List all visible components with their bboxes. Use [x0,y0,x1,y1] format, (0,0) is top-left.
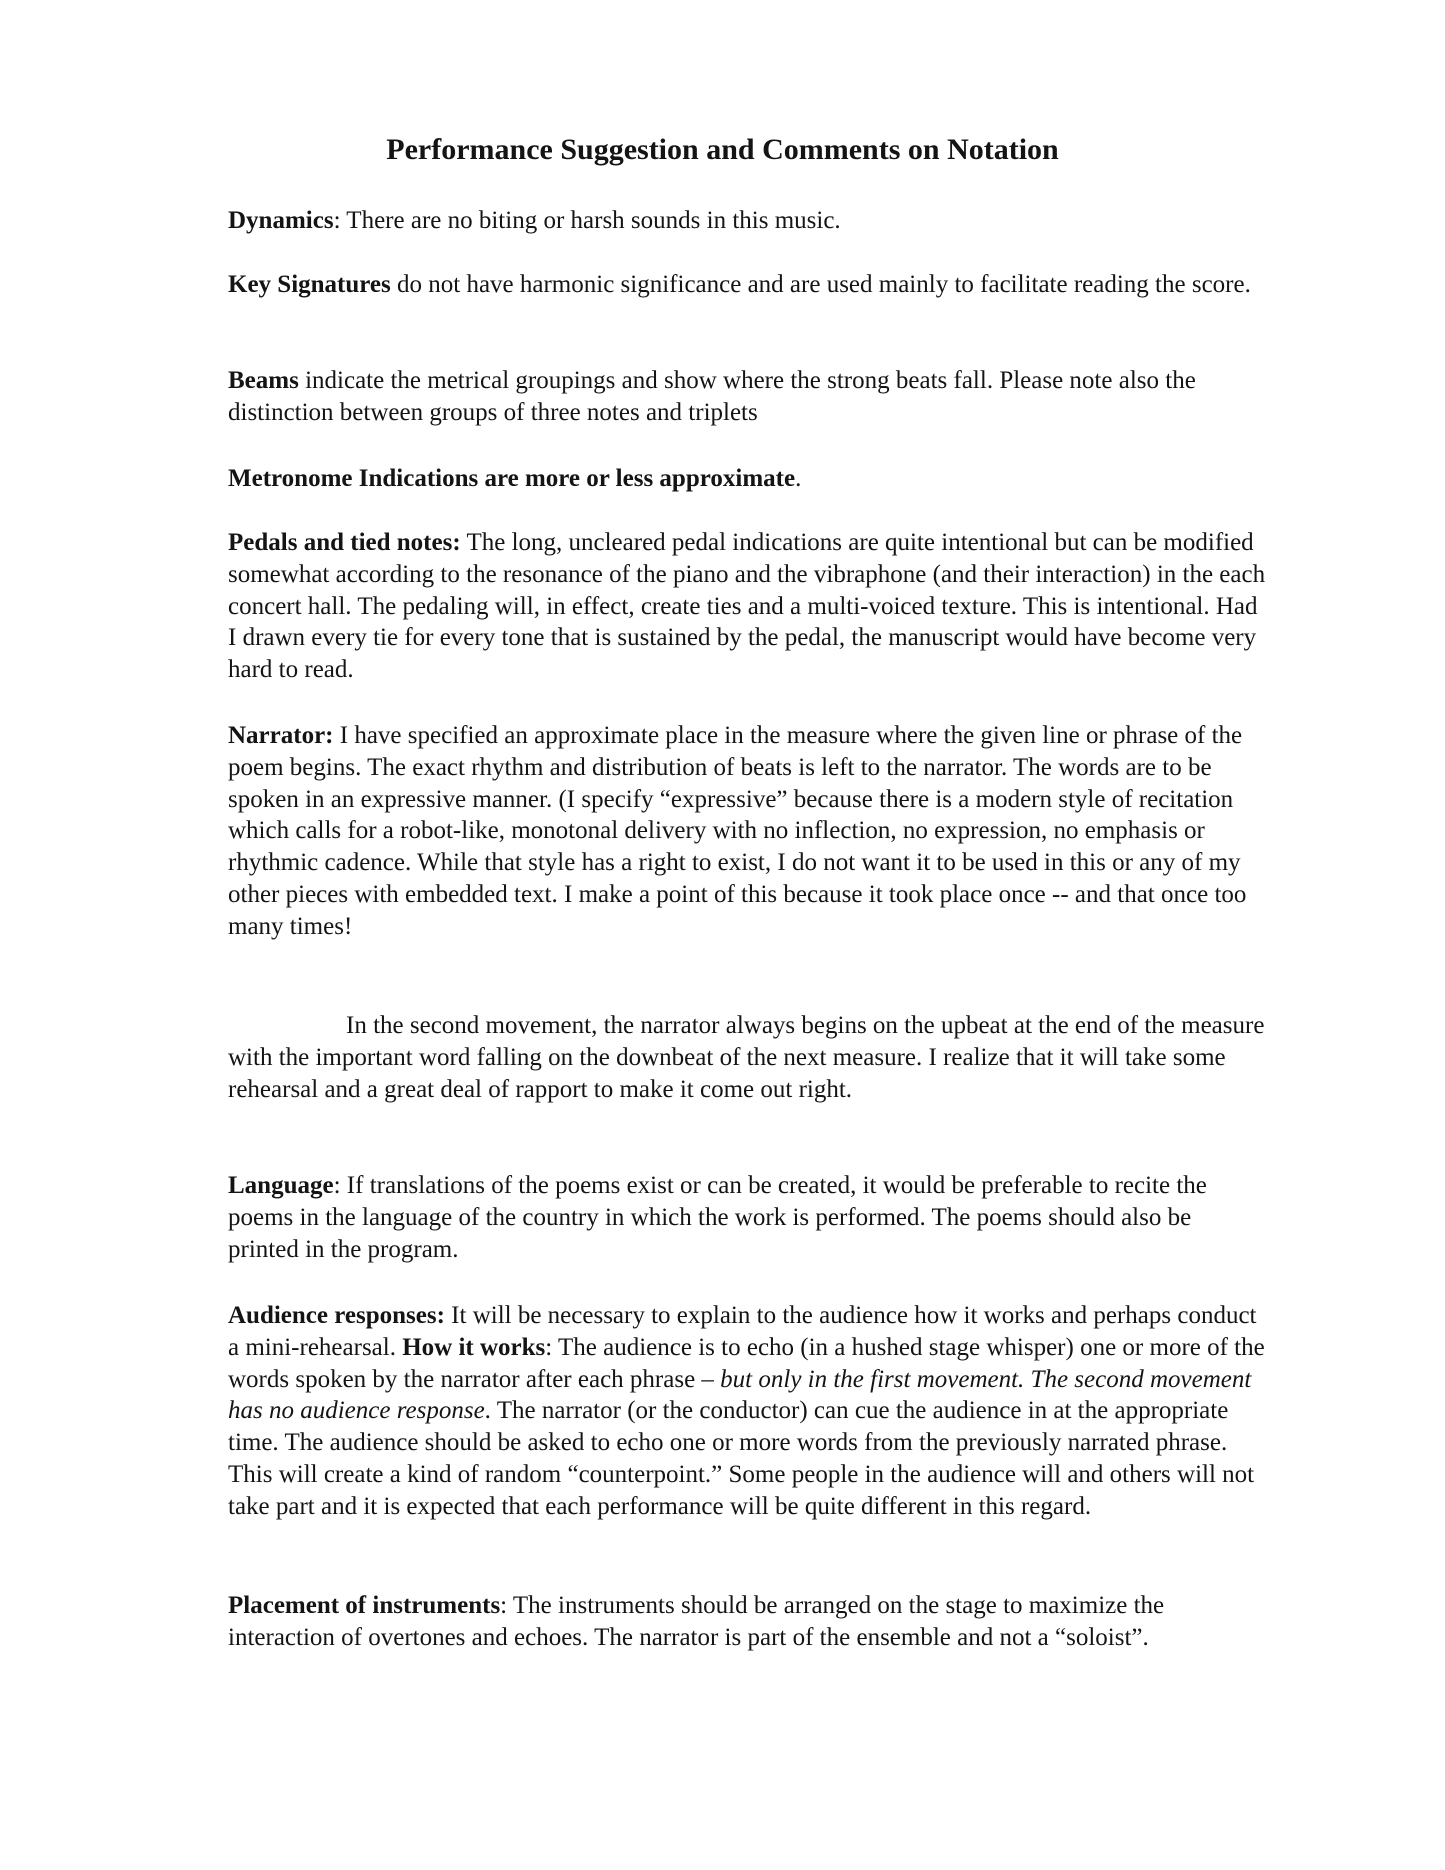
section-pedals [228,527,1268,686]
section-beams [228,365,1268,429]
section-heading: Placement of instruments [228,1592,501,1619]
section-heading: Dynamics [228,207,334,234]
section-key-signatures [228,269,1268,301]
section-heading: Audience responses: [228,1302,445,1329]
section-emphasis: but only in the first movement. The second movement has no audience response [228,1365,1252,1425]
section-text: It will be necessary to explain to the audience how it works and perhaps conduct a mini-rehearsal. [228,1302,1257,1361]
section-heading: Beams [228,367,299,394]
section-text: : There are no biting or harsh sounds in this music. [333,207,841,234]
section-heading: Metronome Indications are more or less approximate [228,465,796,492]
section-text: indicate the metrical groupings and show where the strong beats fall. Please note also the distinction between groups of three notes and triplets [228,367,1196,426]
section-text: In the second movement, the narrator always begins on the upbeat at the end of the measure with the important word falling on the downbeat of the next measure. I realize that it will take some rehearsal and a great deal of rapport to make it come out right. [228,1012,1265,1103]
section-text: I have specified an approximate place in the measure where the given line or phrase of the poem begins. The exact rhythm and distribution of beats is left to the narrator. The words are to be spoken in an expressive manner. (I specify “expressive” because there is a modern style of recitation which calls for a robot-like, monotonal delivery with no inflection, no expression, no emphasis or rhythmic cadence. While that style has a right to exist, I do not want it to be used in this or any of my other pieces with embedded text. I make a point of this because it took place once -- and that once too many times! [228,722,1247,940]
section-heading: Narrator: [228,722,334,749]
section-text: : If translations of the poems exist or can be created, it would be preferable to recite the poems in the language of the country in which the work is performed. The poems should also be printed in the program. [228,1172,1207,1263]
section-subheading: How it works [402,1333,546,1361]
section-heading: Pedals and tied notes: [228,529,461,556]
section-text: do not have harmonic significance and are used mainly to facilitate reading the score. [390,271,1251,298]
section-text: . [795,465,802,492]
section-heading: Key Signatures [228,271,391,298]
section-language [228,1170,1268,1265]
section-text: : The audience is to echo (in a hushed stage whisper) one or more of the words spoken by the narrator after each phrase – [228,1333,1265,1393]
section-heading: Language [228,1172,334,1199]
section-second-movement [228,1010,1268,1105]
section-text: The long, uncleared pedal indications are quite intentional but can be modified somewhat according to the resonance of the piano and the vibraphone (and their interaction) in the each concert hall. The pedaling will, in effect, create ties and a multi-voiced texture. This is intentional. Had I drawn every tie for every tone that is sustained by the pedal, the manuscript would have become very hard to read. [228,529,1266,684]
section-narrator [228,720,1268,943]
section-dynamics [228,205,1268,237]
section-placement [228,1590,1268,1654]
section-audience-responses [228,1300,1268,1523]
page-title: Performance Suggestion and Comments on Notation [386,133,1059,166]
section-metronome [228,463,1268,495]
section-text: : The instruments should be arranged on the stage to maximize the interaction of overtones and echoes. The narrator is part of the ensemble and not a “soloist”. [228,1592,1165,1651]
section-text: . The narrator (or the conductor) can cue the audience in at the appropriate time. The audience should be asked to echo one or more words from the previously narrated phrase. This will create a kind of random “counterpoint.” Some people in the audience will and others will not take part and it is expected that each performance will be quite different in this regard. [228,1397,1255,1520]
